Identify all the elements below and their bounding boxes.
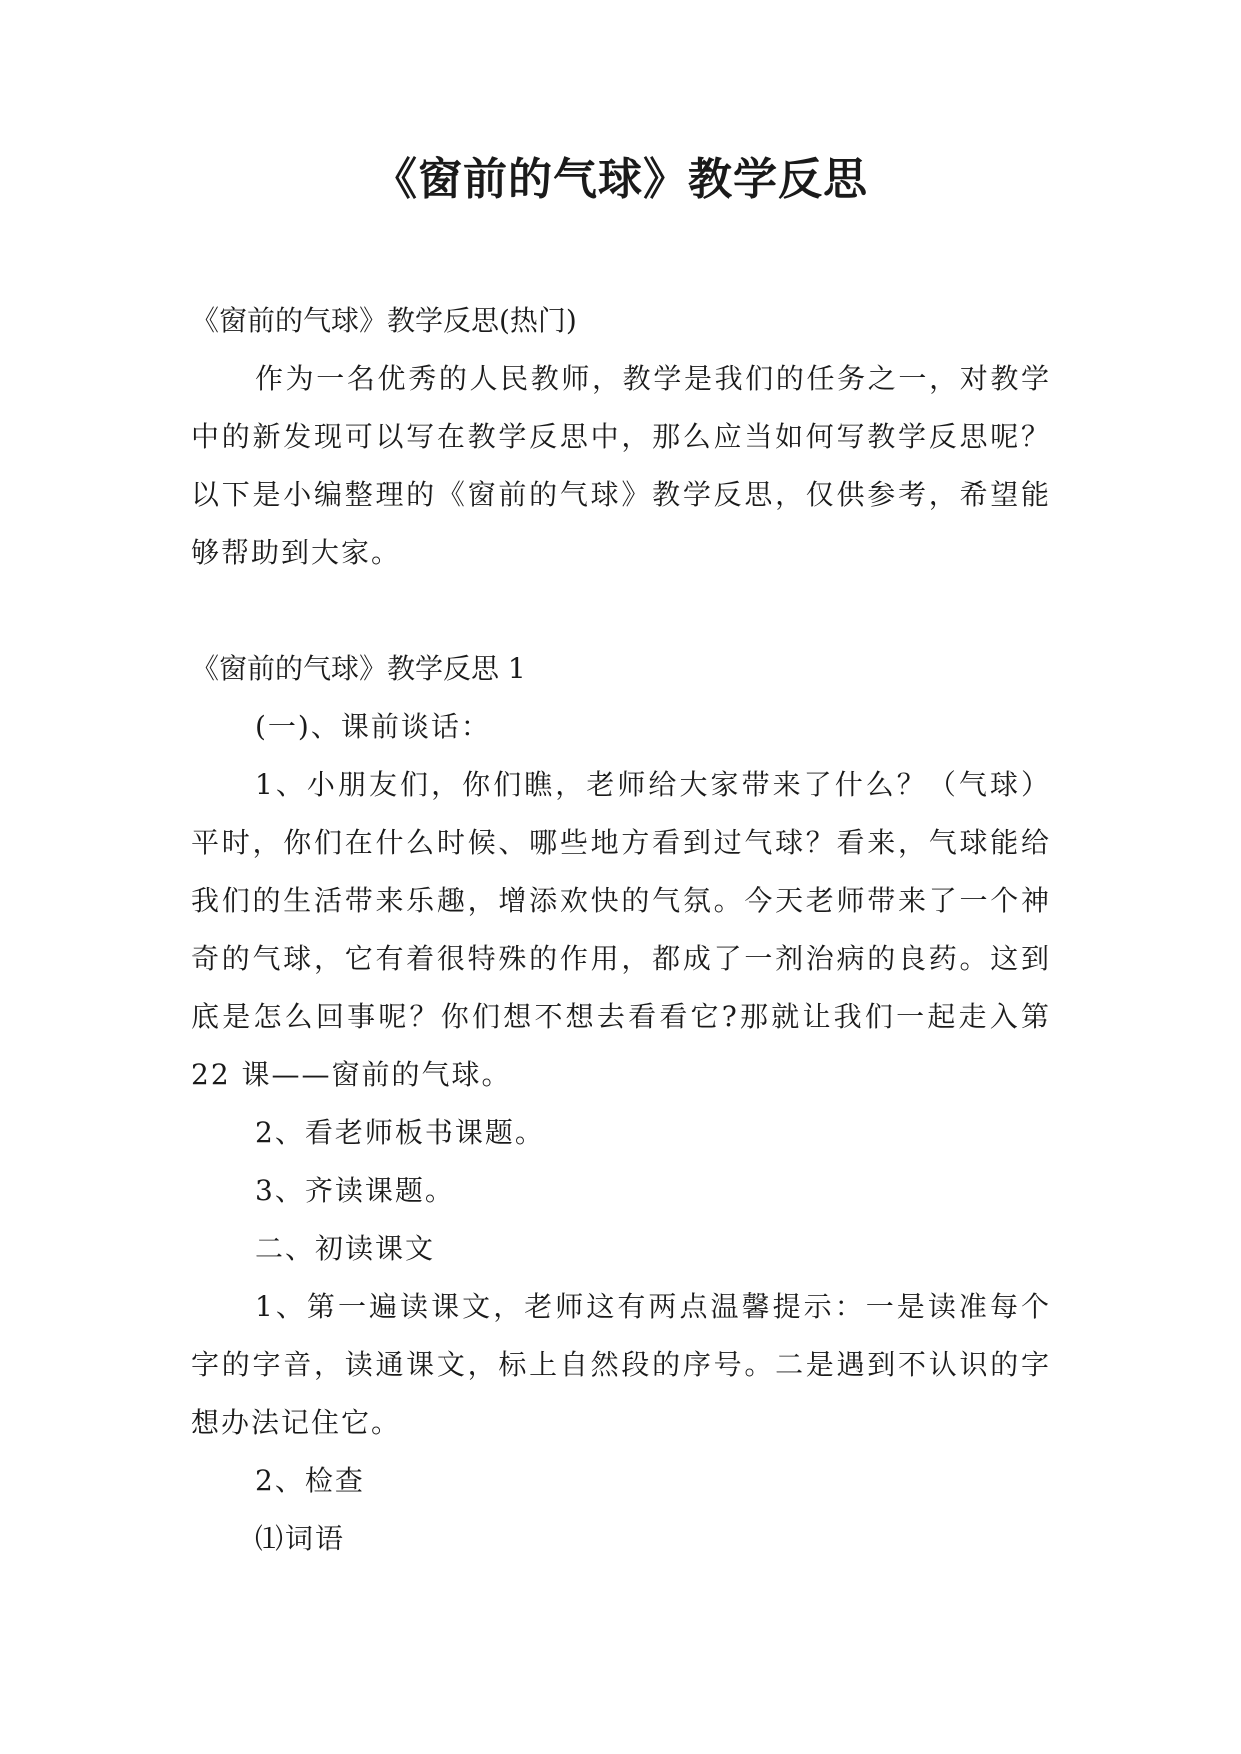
paragraph-words: ⑴词语 — [255, 1522, 346, 1555]
intro-paragraph: 作为一名优秀的人民教师，教学是我们的任务之一，对教学中的新发现可以写在教学反思中，那么应当如何写教学反思呢？以下是小编整理的《窗前的气球》教学反思，仅供参考，希望能够帮助到大家。 — [191, 362, 1051, 569]
subtitle: 《窗前的气球》教学反思(热门) — [191, 304, 577, 337]
section-heading: 《窗前的气球》教学反思 1 — [191, 652, 526, 685]
paragraph-reading-1: 1、第一遍读课文，老师这有两点温馨提示：一是读准每个字的字音，读通课文，标上自然段的序号。二是遇到不认识的字想办法记住它。 — [191, 1290, 1051, 1439]
first-reading-heading: 二、初读课文 — [255, 1232, 436, 1265]
document-title: 《窗前的气球》教学反思 — [373, 154, 868, 205]
paragraph-2: 2、看老师板书课题。 — [255, 1116, 545, 1149]
pre-class-talk-heading: (一)、课前谈话： — [255, 710, 491, 743]
document-body — [191, 292, 1051, 1568]
paragraph-gap — [191, 582, 1051, 640]
paragraph-3: 3、齐读课题。 — [255, 1174, 455, 1207]
paragraph-1: 1、小朋友们，你们瞧，老师给大家带来了什么？（气球）平时，你们在什么时候、哪些地方看到过气球？看来，气球能给我们的生活带来乐趣，增添欢快的气氛。今天老师带来了一个神奇的气球，它有着很特殊的作用，都成了一剂治病的良药。这到底是怎么回事呢？你们想不想去看看它?那就让我们一起走入第 22 课——窗前的气球。 — [191, 768, 1051, 1091]
paragraph-check: 2、检查 — [255, 1464, 365, 1497]
